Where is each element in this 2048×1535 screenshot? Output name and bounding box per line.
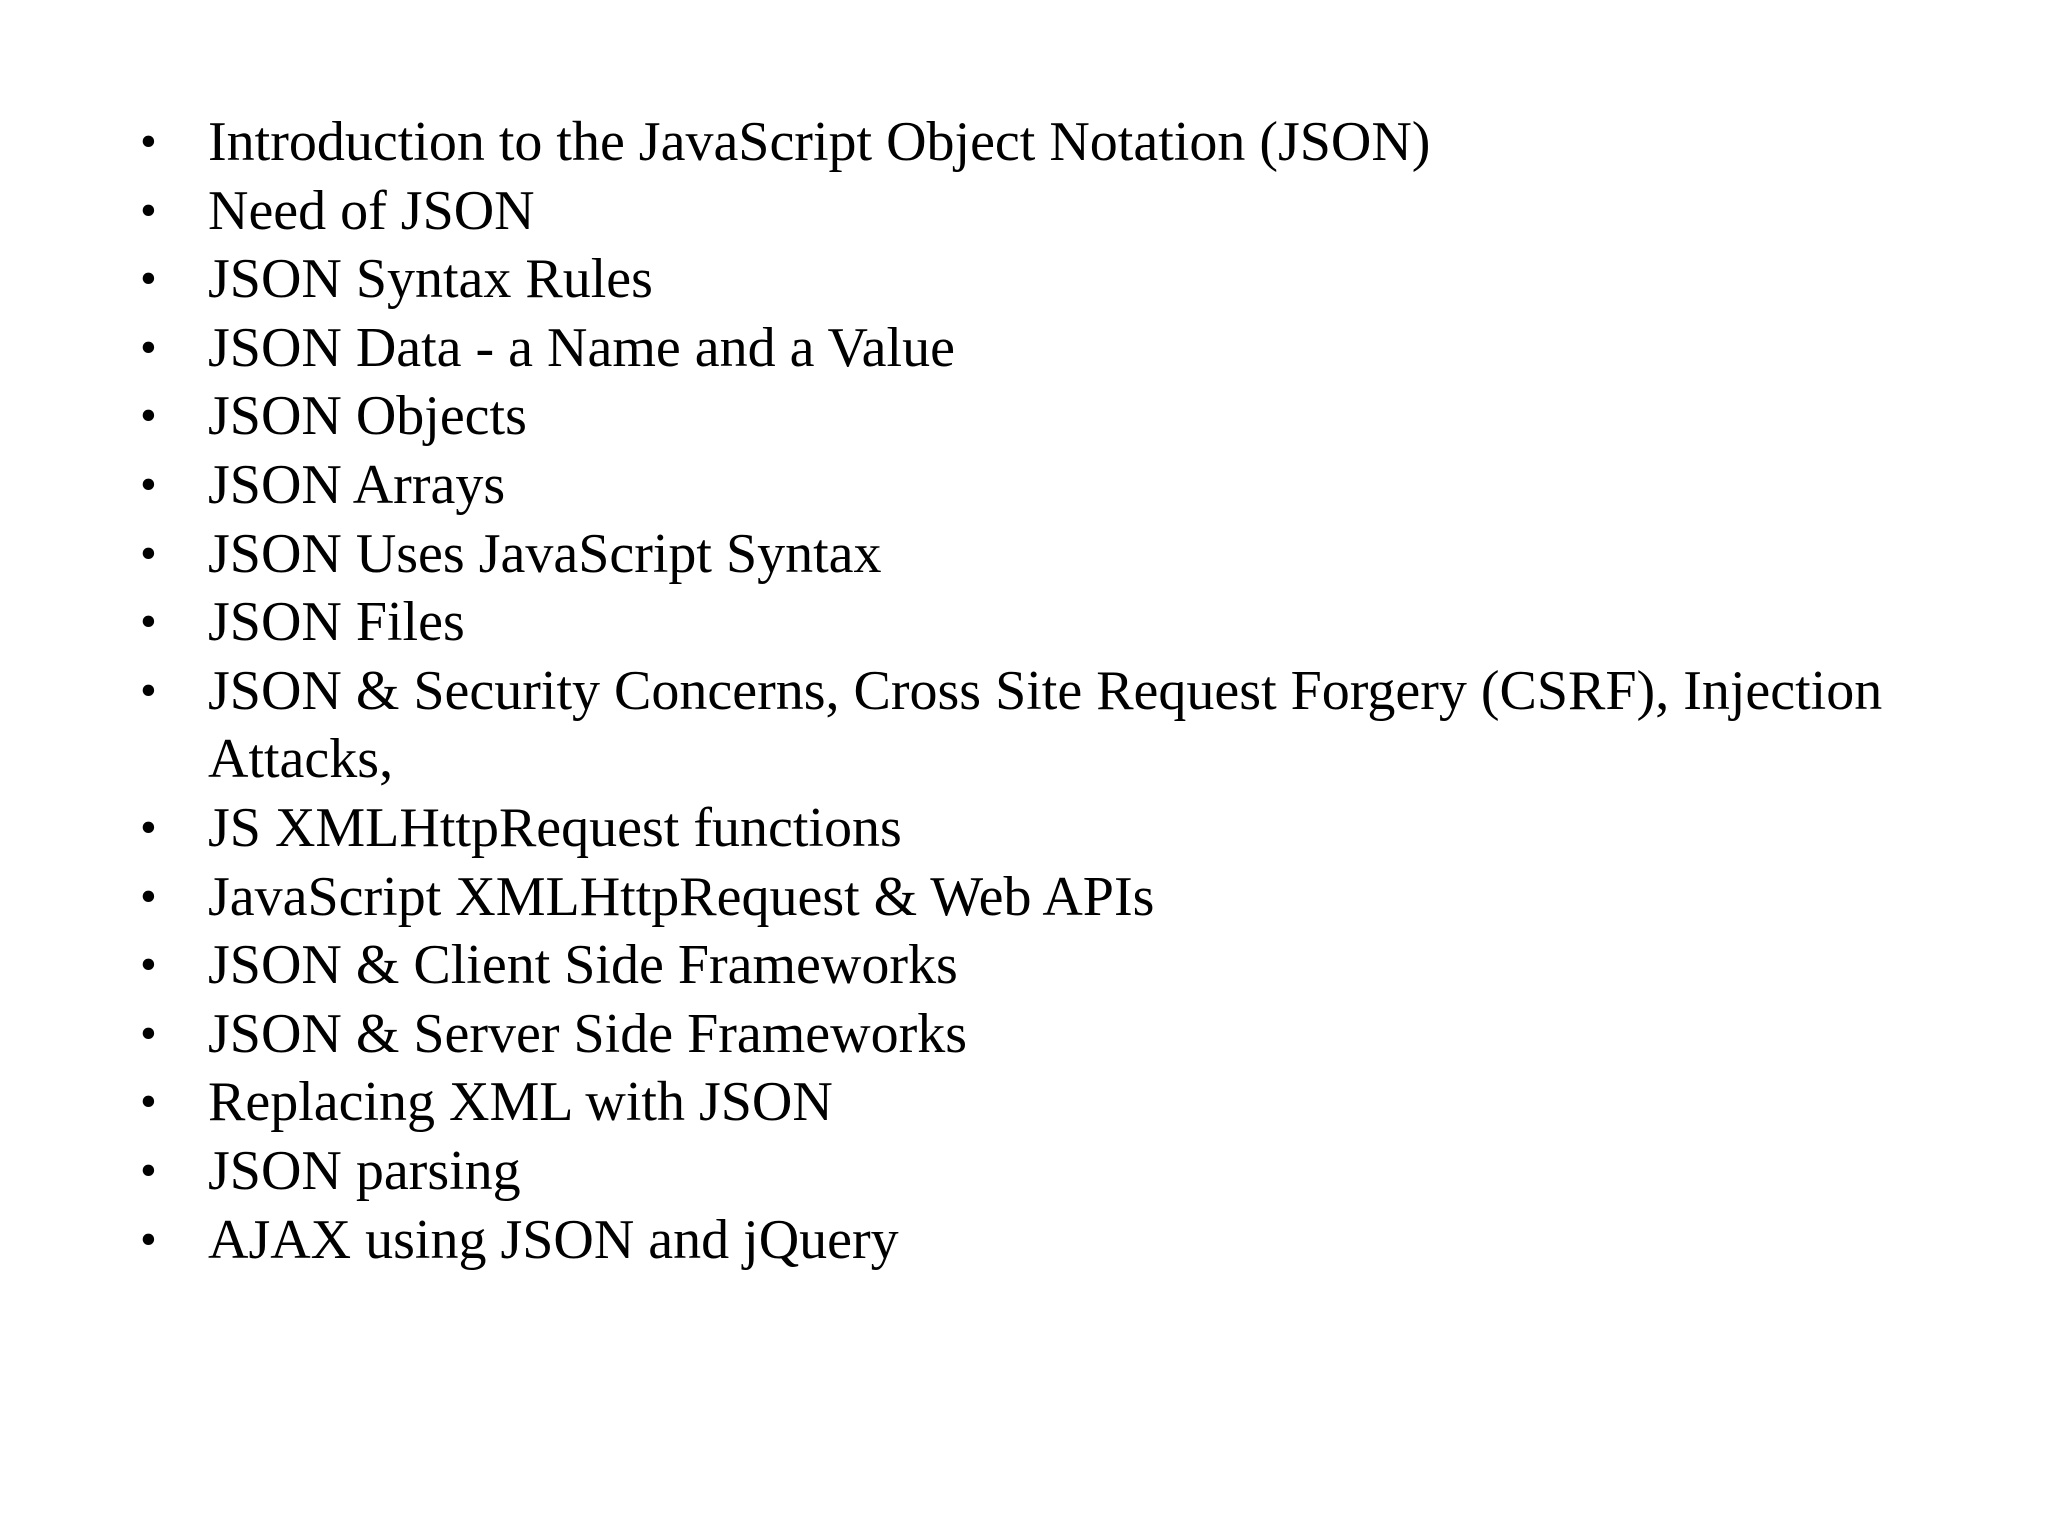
list-item-text: JSON & Server Side Frameworks [208, 1002, 968, 1065]
bullet-icon: • [140, 320, 157, 374]
bullet-icon: • [140, 869, 157, 923]
bullet-icon: • [140, 457, 157, 511]
list-item [140, 382, 2000, 451]
list-item-text: JSON Data - a Name and a Value [208, 316, 955, 379]
list-item [140, 177, 2000, 246]
bullet-icon: • [140, 389, 157, 443]
list-item-text: AJAX using JSON and jQuery [208, 1208, 899, 1271]
list-item-text: JSON & Security Concerns, Cross Site Request Forgery (CSRF), Injection Attacks, [208, 659, 1883, 791]
list-item [140, 1206, 2000, 1275]
bullet-icon: • [140, 663, 157, 717]
list-item [140, 794, 2000, 863]
bullet-icon: • [140, 183, 157, 237]
bullet-icon: • [140, 1212, 157, 1266]
bullet-icon: • [140, 800, 157, 854]
bullet-icon: • [140, 1006, 157, 1060]
list-item [140, 863, 2000, 932]
list-item-text: JSON Files [208, 591, 465, 654]
bullet-icon: • [140, 1143, 157, 1197]
list-item [140, 451, 2000, 520]
bullet-icon: • [140, 595, 157, 649]
list-item [140, 108, 2000, 177]
list-item-text: JSON Syntax Rules [208, 248, 653, 311]
list-item-text: JSON Arrays [208, 453, 506, 516]
list-item-text: JS XMLHttpRequest functions [208, 796, 902, 859]
list-item-text: Replacing XML with JSON [208, 1071, 833, 1134]
list-item-text: Introduction to the JavaScript Object Notation (JSON) [208, 111, 1431, 173]
list-item-text: Need of JSON [208, 179, 535, 242]
list-item-text: JavaScript XMLHttpRequest & Web APIs [208, 865, 1155, 928]
list-item [140, 657, 2000, 794]
bullet-icon: • [140, 938, 157, 992]
topic-bullet-list [140, 108, 2000, 1274]
list-item-text: JSON & Client Side Frameworks [208, 934, 958, 997]
list-item-text: JSON parsing [208, 1139, 521, 1202]
bullet-icon: • [140, 252, 157, 306]
list-item [140, 1068, 2000, 1137]
bullet-icon: • [140, 526, 157, 580]
list-item [140, 588, 2000, 657]
bullet-icon: • [140, 1075, 157, 1129]
list-item [140, 1000, 2000, 1069]
bullet-icon: • [140, 115, 157, 168]
list-item [140, 314, 2000, 383]
list-item-text: JSON Objects [208, 385, 527, 448]
list-item-text: JSON Uses JavaScript Syntax [208, 522, 882, 585]
list-item [140, 931, 2000, 1000]
list-item [140, 245, 2000, 314]
list-item [140, 520, 2000, 589]
list-item [140, 1137, 2000, 1206]
